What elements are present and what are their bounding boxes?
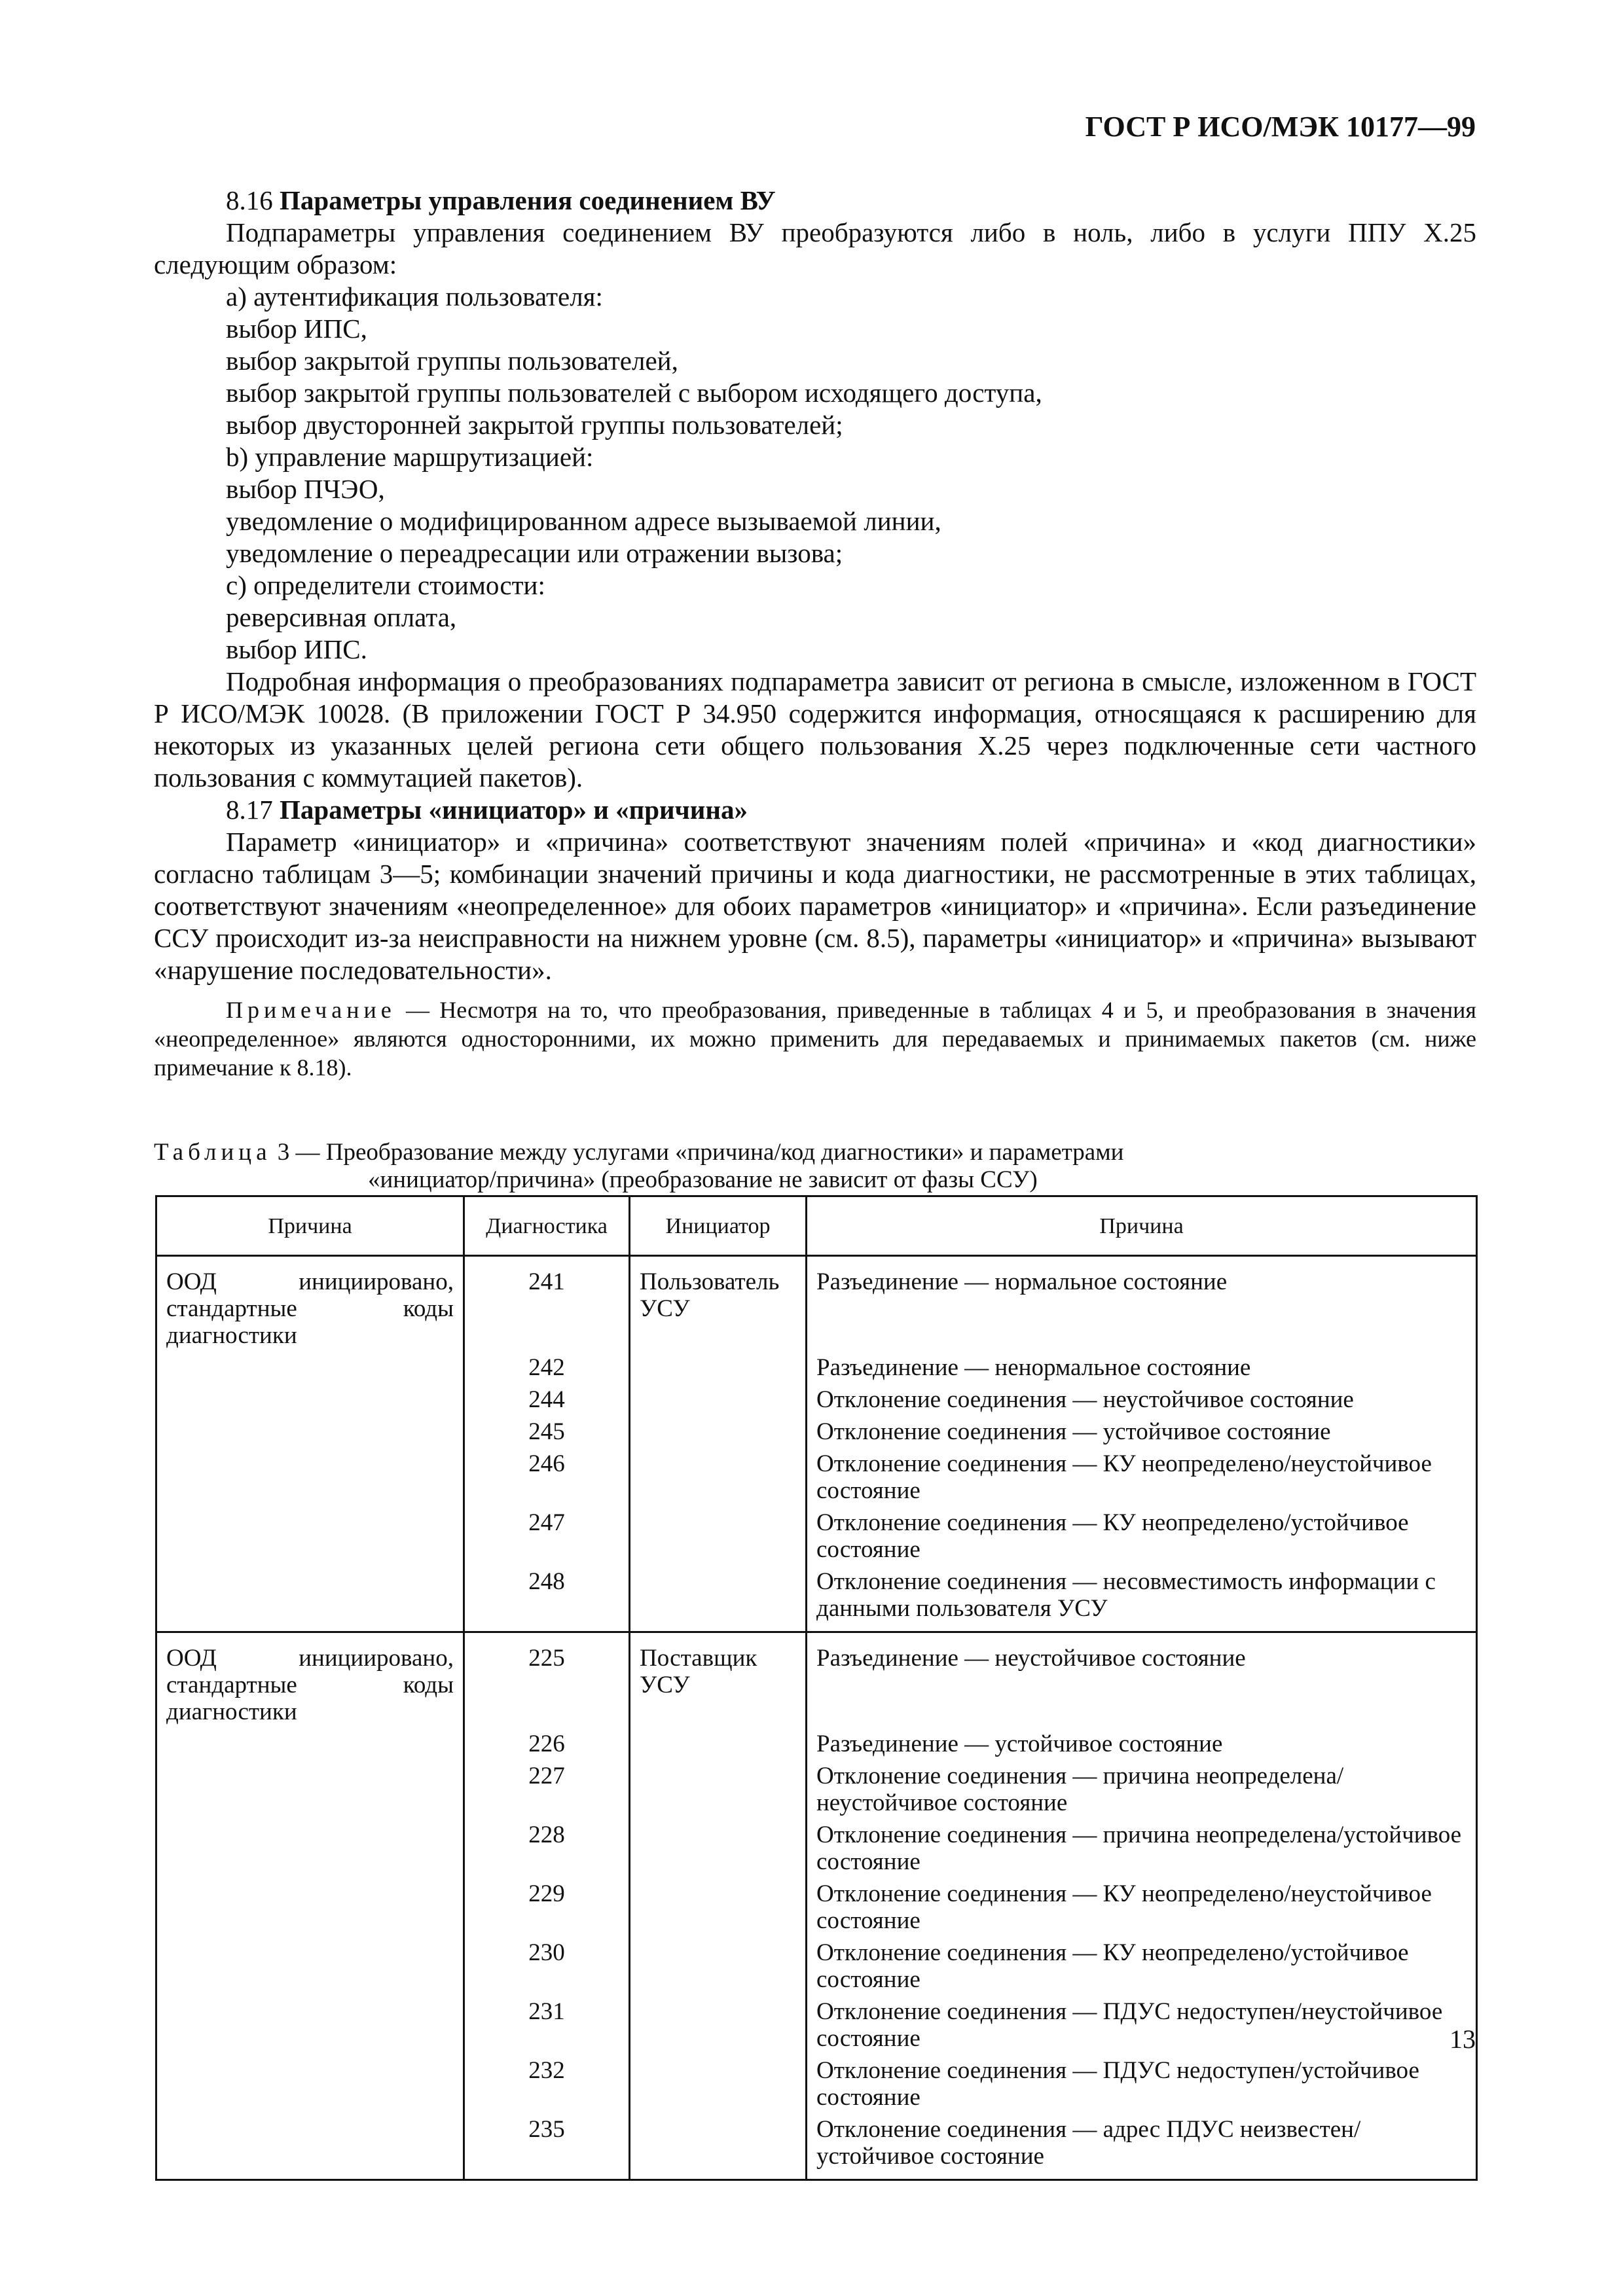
paragraph: Подпараметры управления соединением ВУ преобразуются либо в ноль, либо в услуги ППУ X.25 следующим образом:	[154, 217, 1476, 279]
table-row	[156, 1507, 1477, 1566]
table-row	[156, 1352, 1477, 1384]
list-line: уведомление о модифицированном адресе вызываемой линии,	[226, 506, 941, 536]
cell-initiator	[630, 1996, 807, 2054]
list-line: реверсивная оплата,	[226, 602, 457, 632]
cell-result: Разъединение — устойчивое состояние	[807, 1728, 1477, 1760]
list-line: c) определители стоимости:	[226, 570, 545, 600]
table-caption-line1: 3 — Преобразование между услугами «причина/код диагностики» и параметрами	[271, 1139, 1124, 1166]
cell-initiator	[630, 1728, 807, 1760]
table-row	[156, 1632, 1477, 1729]
list-line: выбор двусторонней закрытой группы пользователей;	[226, 410, 843, 440]
cell-result: Разъединение — неустойчивое состояние	[807, 1632, 1477, 1729]
cell-initiator: Пользователь УСУ	[630, 1256, 807, 1352]
table-body	[156, 1256, 1477, 2180]
cell-initiator	[630, 1352, 807, 1384]
cell-initiator	[630, 1819, 807, 1878]
cell-result: Разъединение — нормальное состояние	[807, 1256, 1477, 1352]
cell-diagnostic: 228	[464, 1819, 630, 1878]
list-line: выбор ПЧЭО,	[226, 474, 385, 504]
cell-initiator	[630, 1937, 807, 1996]
section-number: 8.16	[226, 185, 273, 215]
cell-diagnostic: 244	[464, 1384, 630, 1416]
cell-diagnostic: 225	[464, 1632, 630, 1729]
cell-result: Отклонение соединения — КУ неопределено/устойчивое состояние	[807, 1507, 1477, 1566]
cell-reason	[156, 1760, 464, 1819]
table-row	[156, 1996, 1477, 2054]
cell-result: Отклонение соединения — причина неопределена/устойчивое состояние	[807, 1819, 1477, 1878]
page-number: 13	[1450, 2024, 1476, 2054]
cell-diagnostic: 235	[464, 2113, 630, 2180]
cell-reason	[156, 1819, 464, 1878]
cell-result: Отклонение соединения — адрес ПДУС неизвестен/устойчивое состояние	[807, 2113, 1477, 2180]
note-label: Примечание	[226, 997, 396, 1023]
cell-reason	[156, 1996, 464, 2054]
cell-diagnostic: 245	[464, 1416, 630, 1448]
cell-reason	[156, 1384, 464, 1416]
cell-reason	[156, 1566, 464, 1632]
cell-initiator	[630, 1566, 807, 1632]
cell-result: Отклонение соединения — устойчивое состояние	[807, 1416, 1477, 1448]
cell-diagnostic: 229	[464, 1878, 630, 1937]
table-row	[156, 2113, 1477, 2180]
cell-result: Отклонение соединения — ПДУС недоступен/устойчивое состояние	[807, 2054, 1477, 2113]
cell-reason	[156, 2054, 464, 2113]
table-row	[156, 1448, 1477, 1507]
table-row	[156, 1256, 1477, 1352]
section-8-17-heading	[154, 794, 1476, 826]
cell-reason: ООД инициировано, стандартные коды диагностики	[156, 1632, 464, 1729]
table-row	[156, 1760, 1477, 1819]
section-title: Параметры «инициатор» и «причина»	[280, 795, 748, 825]
cell-reason	[156, 2113, 464, 2180]
cell-result: Отклонение соединения — ПДУС недоступен/неустойчивое состояние	[807, 1996, 1477, 2054]
list-line: выбор ИПС,	[226, 314, 367, 344]
cell-result: Разъединение — ненормальное состояние	[807, 1352, 1477, 1384]
cell-reason	[156, 1448, 464, 1507]
section-title: Параметры управления соединением ВУ	[280, 185, 776, 215]
cell-result: Отклонение соединения — причина неопределена/неустойчивое состояние	[807, 1760, 1477, 1819]
cell-initiator	[630, 1878, 807, 1937]
table-row	[156, 1937, 1477, 1996]
cell-diagnostic: 230	[464, 1937, 630, 1996]
note	[154, 996, 1476, 1082]
cell-diagnostic: 246	[464, 1448, 630, 1507]
cell-initiator: Поставщик УСУ	[630, 1632, 807, 1729]
table-row	[156, 1384, 1477, 1416]
cell-diagnostic: 232	[464, 2054, 630, 2113]
table-row	[156, 1878, 1477, 1937]
table-row	[156, 1728, 1477, 1760]
cell-initiator	[630, 1416, 807, 1448]
table-row	[156, 1819, 1477, 1878]
column-header: Инициатор	[630, 1196, 807, 1256]
main-text	[154, 185, 1476, 1082]
list-line: b) управление маршрутизацией:	[226, 442, 594, 472]
paragraph: Подробная информация о преобразованиях подпараметра зависит от региона в смысле, изложенном в ГОСТ Р ИСО/МЭК 10028. (В приложении ГОСТ Р 34.950 содержится информация, относящаяся к расширению для некоторых из указанных целей региона сети общего пользования X.25 через подключенные сети частного пользования с коммутацией пакетов).	[154, 666, 1476, 793]
list-line: a) аутентификация пользователя:	[226, 281, 603, 312]
section-number: 8.17	[226, 795, 273, 825]
cell-diagnostic: 231	[464, 1996, 630, 2054]
cell-initiator	[630, 1384, 807, 1416]
table-3	[155, 1195, 1478, 2181]
table-row	[156, 1566, 1477, 1632]
cell-result: Отклонение соединения — несовместимость информации с данными пользователя УСУ	[807, 1566, 1477, 1632]
table-caption-label: Таблица	[154, 1139, 272, 1166]
cell-reason	[156, 1507, 464, 1566]
cell-diagnostic: 227	[464, 1760, 630, 1819]
cell-result: Отклонение соединения — неустойчивое состояние	[807, 1384, 1477, 1416]
table-header-row	[156, 1196, 1477, 1256]
cell-diagnostic: 248	[464, 1566, 630, 1632]
list-line: выбор закрытой группы пользователей,	[226, 346, 678, 376]
cell-reason: ООД инициировано, стандартные коды диагностики	[156, 1256, 464, 1352]
column-header: Причина	[156, 1196, 464, 1256]
cell-initiator	[630, 2054, 807, 2113]
cell-diagnostic: 226	[464, 1728, 630, 1760]
list-line: выбор закрытой группы пользователей с выбором исходящего доступа,	[226, 378, 1042, 408]
cell-initiator	[630, 2113, 807, 2180]
cell-reason	[156, 1352, 464, 1384]
document-header: ГОСТ Р ИСО/МЭК 10177—99	[1085, 111, 1476, 143]
list-line: уведомление о переадресации или отражении вызова;	[226, 538, 843, 568]
cell-initiator	[630, 1760, 807, 1819]
list-line: выбор ИПС.	[226, 634, 367, 664]
paragraph: Параметр «инициатор» и «причина» соответствуют значениям полей «причина» и «код диагностики» согласно таблицам 3—5; комбинации значений причины и кода диагностики, не рассмотренные в этих таблицах, соответствуют значениям «неопределенное» для обоих параметров «инициатор» и «причина». Если разъединение ССУ происходит из-за неисправности на нижнем уровне (см. 8.5), параметры «инициатор» и «причина» вызывают «нарушение последовательности».	[154, 827, 1476, 985]
cell-diagnostic: 242	[464, 1352, 630, 1384]
table-caption-line2: «инициатор/причина» (преобразование не зависит от фазы ССУ)	[368, 1166, 1038, 1193]
cell-reason	[156, 1728, 464, 1760]
cell-diagnostic: 241	[464, 1256, 630, 1352]
cell-diagnostic: 247	[464, 1507, 630, 1566]
cell-result: Отклонение соединения — КУ неопределено/устойчивое состояние	[807, 1937, 1477, 1996]
table-caption	[154, 1139, 1476, 1194]
cell-initiator	[630, 1448, 807, 1507]
cell-reason	[156, 1937, 464, 1996]
column-header: Диагностика	[464, 1196, 630, 1256]
cell-result: Отклонение соединения — КУ неопределено/неустойчивое состояние	[807, 1448, 1477, 1507]
cell-result: Отклонение соединения — КУ неопределено/неустойчивое состояние	[807, 1878, 1477, 1937]
section-8-16-heading	[154, 185, 1476, 217]
cell-reason	[156, 1878, 464, 1937]
table-row	[156, 1416, 1477, 1448]
note-text: — Несмотря на то, что преобразования, приведенные в таблицах 4 и 5, и преобразования в значения «неопределенное» являются односторонними, их можно применить для передаваемых и принимаемых пакетов (см. ниже примечание к 8.18).	[154, 997, 1476, 1081]
column-header: Причина	[807, 1196, 1477, 1256]
cell-reason	[156, 1416, 464, 1448]
cell-initiator	[630, 1507, 807, 1566]
table-row	[156, 2054, 1477, 2113]
